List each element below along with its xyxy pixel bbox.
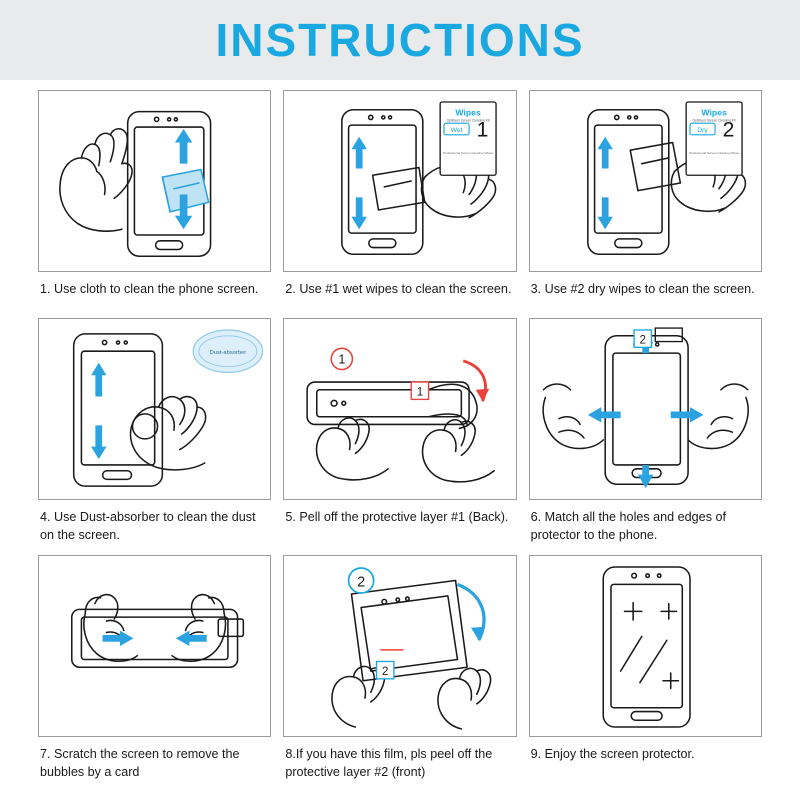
step-2-illustration (283, 90, 516, 272)
step-cell-8 (283, 555, 516, 792)
svg-text:2: 2 (357, 573, 366, 590)
peel-tab-label-1b (412, 382, 429, 399)
blue-updown-arrow (352, 137, 367, 230)
step-5-caption: 5. Pell off the protective layer #1 (Back). (285, 510, 509, 524)
step-6-caption: 6. Match all the holes and edges of protector to the phone. (530, 510, 726, 543)
step-1-illustration (38, 90, 271, 272)
packet-type: Dry (696, 126, 708, 134)
step-8-illustration (283, 555, 516, 737)
step-cell-1 (38, 90, 271, 318)
step-4-illustration (38, 318, 271, 500)
packet-subtitle: Optimum Screen Cleaning Kit (446, 118, 490, 123)
packet-number: 2 (722, 118, 735, 142)
step-cell-9 (529, 555, 762, 792)
step-8-caption: 8.If you have this film, pls peel off the protective layer #2 (front) (285, 746, 493, 779)
align-protector-to-phone-icon (530, 319, 761, 500)
step-7-caption: 7. Scratch the screen to remove the bubbles by a card (40, 746, 240, 779)
svg-text:2: 2 (382, 665, 389, 678)
step-2-caption: 2. Use #1 wet wipes to clean the screen. (285, 282, 512, 296)
packet-footer: Professional Screen Cleaning Wipes (688, 151, 739, 156)
step-1-caption: 1. Use cloth to clean the phone screen. (40, 282, 259, 296)
card-squeegee-bubbles-icon (39, 556, 270, 737)
step-3-caption: 3. Use #2 dry wipes to clean the screen. (530, 282, 755, 296)
peel-front-layer-two-icon (284, 556, 515, 737)
dust-absorber-sticker (193, 330, 262, 372)
packet-number: 1 (476, 118, 489, 142)
step-9-illustration (529, 555, 762, 737)
phone-with-dust-absorber-icon (39, 319, 270, 500)
finished-phone-sparkles-icon (530, 556, 761, 737)
step-4-caption: 4. Use Dust-absorber to clean the dust on the screen. (40, 510, 256, 543)
packet-title: Wipes (455, 107, 482, 118)
phone-with-dry-wipe-icon (530, 91, 761, 272)
packet-subtitle: Optimum Screen Cleaning Kit (692, 118, 736, 123)
page-title: INSTRUCTIONS (215, 14, 585, 66)
step-cell-2 (283, 90, 516, 318)
peel-tab-label-2b (377, 661, 394, 678)
peel-tab-label-2a (349, 567, 374, 592)
phone-with-wet-wipe-icon (284, 91, 515, 272)
svg-text:1: 1 (338, 352, 346, 367)
blue-updown-arrow (91, 363, 106, 459)
title-bar (0, 0, 800, 80)
hand-holding-phone-with-cloth-icon (39, 91, 270, 272)
packet-type: Wet (450, 126, 463, 134)
step-7-illustration (38, 555, 271, 737)
blue-scratch-arrows (103, 630, 207, 645)
svg-text:2: 2 (639, 334, 646, 347)
step-cell-5 (283, 318, 516, 555)
step-cell-7 (38, 555, 271, 792)
step-6-illustration (529, 318, 762, 500)
blue-updown-arrow (597, 137, 612, 230)
peel-back-layer-one-icon (284, 319, 515, 500)
peel-tab-label-1a (332, 348, 353, 369)
dust-absorber-label: Dust-absorber (209, 350, 247, 357)
step-3-illustration (529, 90, 762, 272)
step-cell-3 (529, 90, 762, 318)
packet-title: Wipes (701, 107, 727, 118)
packet-footer: Professional Screen Cleaning Wipes (443, 151, 494, 156)
step-cell-6 (529, 318, 762, 555)
step-cell-4 (38, 318, 271, 555)
step-5-illustration (283, 318, 516, 500)
step-9-caption: 9. Enjoy the screen protector. (530, 746, 695, 761)
svg-text:1: 1 (417, 386, 424, 399)
steps-grid (0, 80, 800, 791)
peel-tab-label-2 (634, 330, 651, 347)
